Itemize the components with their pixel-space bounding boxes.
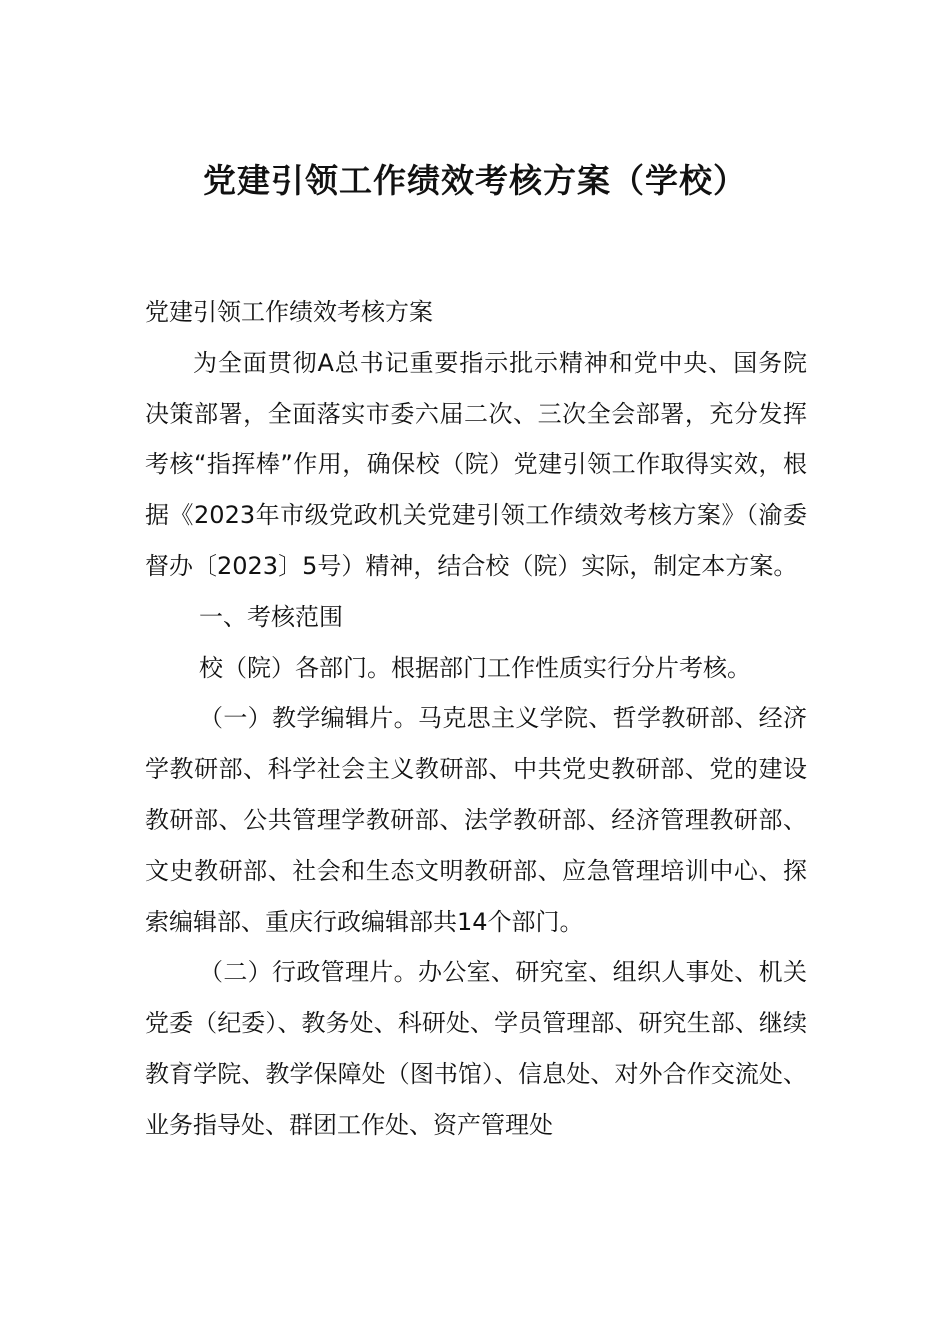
section-heading-scope: 一、考核范围 <box>199 602 343 631</box>
document-subtitle: 党建引领工作绩效考核方案 <box>145 298 433 326</box>
scope-paragraph: 校（院）各部门。根据部门工作性质实行分片考核。 <box>199 653 751 682</box>
document-title: 党建引领工作绩效考核方案（学校） <box>203 161 747 200</box>
intro-paragraph: 为全面贯彻A总书记重要指示批示精神和党中央、国务院决策部署，全面落实市委六届二次、三次全会部署，充分发挥考核“指挥棒”作用，确保校（院）党建引领工作取得实效，根据《2023年市级党政机关党建引领工作绩效考核方案》（渝委督办〔2023〕5号）精神，结合校（院）实际，制定本方案。 <box>145 348 807 580</box>
group-teaching-paragraph: （一）教学编辑片。马克思主义学院、哲学教研部、经济学教研部、科学社会主义教研部、中共党史教研部、党的建设教研部、公共管理学教研部、法学教研部、经济管理教研部、文史教研部、社会和生态文明教研部、应急管理培训中心、探索编辑部、重庆行政编辑部共14个部门。 <box>145 704 807 936</box>
group-admin-paragraph: （二）行政管理片。办公室、研究室、组织人事处、机关党委（纪委）、教务处、科研处、学员管理部、研究生部、继续教育学院、教学保障处（图书馆）、信息处、对外合作交流处、业务指导处、群团工作处、资产管理处 <box>145 958 807 1139</box>
document-body <box>145 287 807 1151</box>
